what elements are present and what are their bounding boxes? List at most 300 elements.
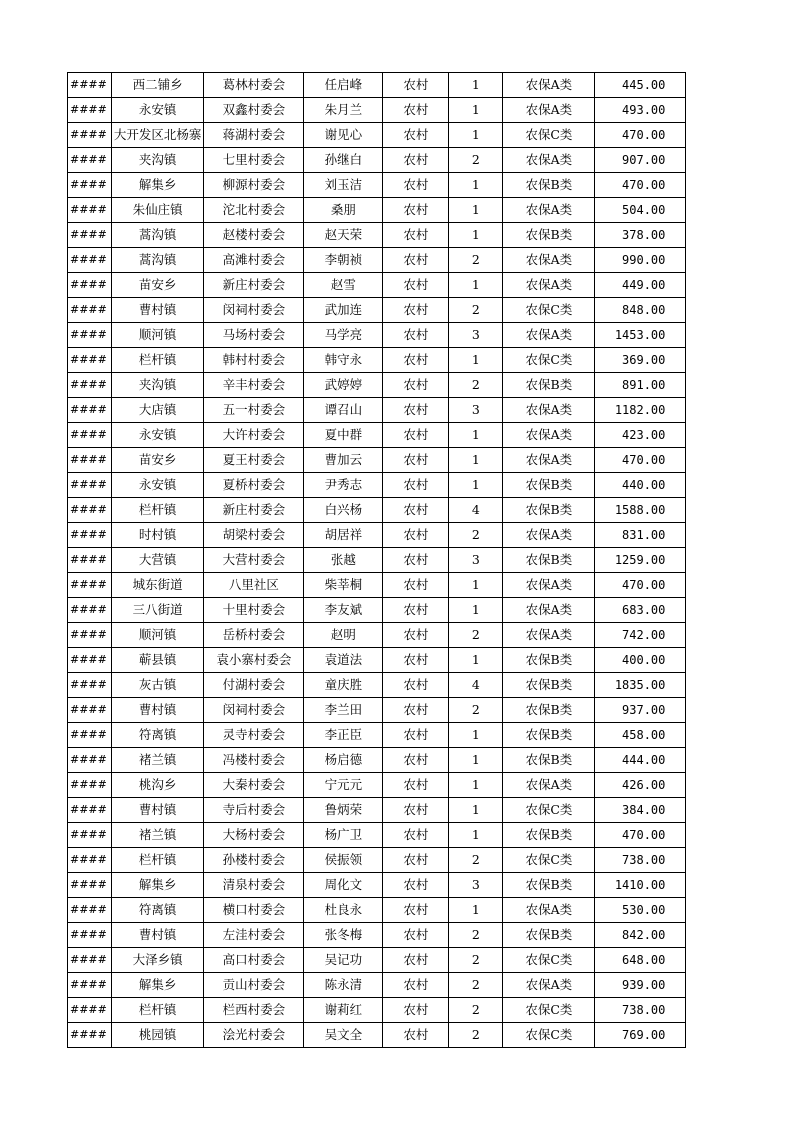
cell-town: 褚兰镇 [111,748,204,773]
cell-type: 农保B类 [503,473,595,498]
cell-amount: 384.00 [595,798,686,823]
cell-id: #### [68,1023,112,1048]
cell-name: 吴文全 [304,1023,383,1048]
cell-area: 农村 [383,298,449,323]
cell-type: 农保A类 [503,898,595,923]
cell-type: 农保B类 [503,173,595,198]
table-row [68,873,686,898]
cell-type: 农保A类 [503,448,595,473]
cell-id: #### [68,248,112,273]
table-row [68,998,686,1023]
cell-village: 袁小寨村委会 [204,648,304,673]
cell-count: 4 [449,673,503,698]
cell-town: 符离镇 [111,723,204,748]
cell-name: 谢见心 [304,123,383,148]
cell-area: 农村 [383,248,449,273]
cell-area: 农村 [383,873,449,898]
table-row [68,348,686,373]
cell-id: #### [68,348,112,373]
cell-count: 2 [449,148,503,173]
cell-type: 农保A类 [503,398,595,423]
cell-type: 农保A类 [503,623,595,648]
cell-name: 朱月兰 [304,98,383,123]
cell-area: 农村 [383,698,449,723]
cell-type: 农保A类 [503,273,595,298]
cell-village: 新庄村委会 [204,498,304,523]
cell-amount: 1588.00 [595,498,686,523]
cell-amount: 1453.00 [595,323,686,348]
table-row [68,198,686,223]
cell-area: 农村 [383,498,449,523]
cell-town: 灰古镇 [111,673,204,698]
cell-count: 1 [449,723,503,748]
cell-amount: 1259.00 [595,548,686,573]
cell-village: 八里社区 [204,573,304,598]
table-row [68,148,686,173]
table-row [68,123,686,148]
cell-village: 高口村委会 [204,948,304,973]
cell-area: 农村 [383,473,449,498]
cell-name: 张越 [304,548,383,573]
table-row [68,573,686,598]
cell-type: 农保B类 [503,648,595,673]
cell-village: 左洼村委会 [204,923,304,948]
cell-area: 农村 [383,948,449,973]
cell-town: 蕲县镇 [111,648,204,673]
cell-count: 2 [449,848,503,873]
cell-village: 大营村委会 [204,548,304,573]
cell-count: 2 [449,973,503,998]
cell-count: 1 [449,448,503,473]
cell-area: 农村 [383,448,449,473]
cell-amount: 458.00 [595,723,686,748]
table-row [68,648,686,673]
cell-area: 农村 [383,748,449,773]
cell-area: 农村 [383,773,449,798]
cell-town: 永安镇 [111,98,204,123]
cell-id: #### [68,473,112,498]
cell-type: 农保A类 [503,198,595,223]
cell-area: 农村 [383,673,449,698]
cell-id: #### [68,148,112,173]
cell-village: 高滩村委会 [204,248,304,273]
cell-village: 大许村委会 [204,423,304,448]
cell-name: 李兰田 [304,698,383,723]
cell-count: 1 [449,473,503,498]
cell-town: 栏杆镇 [111,848,204,873]
table-row [68,98,686,123]
cell-village: 胡梁村委会 [204,523,304,548]
cell-town: 苗安乡 [111,448,204,473]
cell-town: 曹村镇 [111,698,204,723]
cell-type: 农保C类 [503,998,595,1023]
cell-count: 1 [449,73,503,98]
cell-type: 农保C类 [503,123,595,148]
cell-town: 西二铺乡 [111,73,204,98]
cell-village: 栏西村委会 [204,998,304,1023]
cell-count: 2 [449,698,503,723]
cell-name: 袁道法 [304,648,383,673]
cell-type: 农保A类 [503,323,595,348]
cell-town: 解集乡 [111,173,204,198]
cell-type: 农保B类 [503,823,595,848]
cell-name: 鲁炳荣 [304,798,383,823]
cell-town: 永安镇 [111,423,204,448]
cell-name: 李朝祯 [304,248,383,273]
cell-area: 农村 [383,373,449,398]
table-row [68,298,686,323]
cell-amount: 470.00 [595,448,686,473]
cell-name: 杨广卫 [304,823,383,848]
cell-id: #### [68,998,112,1023]
cell-town: 夹沟镇 [111,148,204,173]
table-row [68,773,686,798]
cell-village: 灵寺村委会 [204,723,304,748]
cell-id: #### [68,698,112,723]
cell-area: 农村 [383,398,449,423]
cell-amount: 990.00 [595,248,686,273]
cell-type: 农保C类 [503,1023,595,1048]
cell-name: 曹加云 [304,448,383,473]
table-row [68,73,686,98]
cell-count: 2 [449,248,503,273]
cell-name: 尹秀志 [304,473,383,498]
table-row [68,923,686,948]
cell-type: 农保B类 [503,223,595,248]
table-row [68,723,686,748]
cell-amount: 504.00 [595,198,686,223]
cell-town: 曹村镇 [111,923,204,948]
cell-amount: 683.00 [595,598,686,623]
table-row [68,173,686,198]
cell-town: 三八街道 [111,598,204,623]
cell-count: 1 [449,748,503,773]
cell-name: 韩守永 [304,348,383,373]
cell-id: #### [68,223,112,248]
cell-name: 李友斌 [304,598,383,623]
cell-village: 浍光村委会 [204,1023,304,1048]
cell-village: 韩村村委会 [204,348,304,373]
cell-count: 2 [449,373,503,398]
cell-count: 2 [449,948,503,973]
cell-count: 1 [449,98,503,123]
cell-type: 农保A类 [503,773,595,798]
table-row [68,548,686,573]
cell-town: 大店镇 [111,398,204,423]
table-row [68,398,686,423]
cell-name: 马学亮 [304,323,383,348]
cell-area: 农村 [383,123,449,148]
cell-amount: 470.00 [595,823,686,848]
cell-id: #### [68,398,112,423]
cell-town: 大营镇 [111,548,204,573]
cell-town: 桃园镇 [111,1023,204,1048]
cell-type: 农保C类 [503,848,595,873]
cell-town: 褚兰镇 [111,823,204,848]
cell-village: 寺后村委会 [204,798,304,823]
cell-type: 农保B类 [503,548,595,573]
cell-area: 农村 [383,348,449,373]
cell-amount: 738.00 [595,848,686,873]
cell-id: #### [68,598,112,623]
cell-area: 农村 [383,73,449,98]
cell-amount: 1182.00 [595,398,686,423]
cell-amount: 423.00 [595,423,686,448]
table-row [68,848,686,873]
cell-amount: 769.00 [595,1023,686,1048]
cell-area: 农村 [383,798,449,823]
cell-village: 沱北村委会 [204,198,304,223]
cell-type: 农保B类 [503,873,595,898]
data-table [67,72,686,1048]
cell-area: 农村 [383,223,449,248]
cell-type: 农保A类 [503,248,595,273]
cell-amount: 831.00 [595,523,686,548]
cell-village: 贡山村委会 [204,973,304,998]
cell-amount: 907.00 [595,148,686,173]
cell-area: 农村 [383,723,449,748]
table-row [68,523,686,548]
cell-town: 顺河镇 [111,623,204,648]
cell-type: 农保A类 [503,73,595,98]
cell-town: 栏杆镇 [111,348,204,373]
cell-town: 栏杆镇 [111,998,204,1023]
cell-area: 农村 [383,973,449,998]
cell-town: 符离镇 [111,898,204,923]
cell-count: 1 [449,598,503,623]
cell-name: 杨启德 [304,748,383,773]
table-row [68,948,686,973]
cell-type: 农保B类 [503,748,595,773]
cell-name: 张冬梅 [304,923,383,948]
cell-id: #### [68,923,112,948]
cell-town: 曹村镇 [111,298,204,323]
cell-id: #### [68,823,112,848]
cell-area: 农村 [383,273,449,298]
cell-type: 农保A类 [503,148,595,173]
cell-name: 胡居祥 [304,523,383,548]
cell-id: #### [68,673,112,698]
cell-amount: 400.00 [595,648,686,673]
cell-count: 1 [449,773,503,798]
table-row [68,748,686,773]
cell-count: 1 [449,898,503,923]
cell-name: 侯振领 [304,848,383,873]
table-row [68,623,686,648]
cell-area: 农村 [383,548,449,573]
table-row [68,1023,686,1048]
cell-count: 4 [449,498,503,523]
cell-area: 农村 [383,148,449,173]
cell-area: 农村 [383,573,449,598]
cell-count: 1 [449,223,503,248]
cell-amount: 1835.00 [595,673,686,698]
cell-count: 3 [449,548,503,573]
cell-name: 刘玉洁 [304,173,383,198]
cell-id: #### [68,423,112,448]
cell-count: 1 [449,423,503,448]
cell-count: 2 [449,1023,503,1048]
cell-id: #### [68,123,112,148]
cell-area: 农村 [383,323,449,348]
cell-town: 夹沟镇 [111,373,204,398]
cell-amount: 493.00 [595,98,686,123]
cell-id: #### [68,523,112,548]
cell-amount: 648.00 [595,948,686,973]
cell-amount: 440.00 [595,473,686,498]
cell-village: 岳桥村委会 [204,623,304,648]
cell-name: 柴莘桐 [304,573,383,598]
cell-name: 杜良永 [304,898,383,923]
cell-village: 双鑫村委会 [204,98,304,123]
cell-amount: 470.00 [595,173,686,198]
cell-id: #### [68,73,112,98]
cell-town: 时村镇 [111,523,204,548]
cell-type: 农保C类 [503,348,595,373]
cell-id: #### [68,298,112,323]
cell-id: #### [68,723,112,748]
table-row [68,323,686,348]
cell-type: 农保A类 [503,973,595,998]
cell-town: 顺河镇 [111,323,204,348]
cell-type: 农保A类 [503,523,595,548]
cell-name: 武婷婷 [304,373,383,398]
cell-id: #### [68,973,112,998]
cell-name: 任启峰 [304,73,383,98]
cell-amount: 426.00 [595,773,686,798]
cell-name: 白兴杨 [304,498,383,523]
cell-type: 农保B类 [503,673,595,698]
cell-amount: 445.00 [595,73,686,98]
cell-village: 夏王村委会 [204,448,304,473]
cell-name: 宁元元 [304,773,383,798]
table-row [68,973,686,998]
cell-type: 农保A类 [503,598,595,623]
cell-id: #### [68,198,112,223]
cell-id: #### [68,773,112,798]
cell-village: 新庄村委会 [204,273,304,298]
cell-village: 五一村委会 [204,398,304,423]
cell-amount: 444.00 [595,748,686,773]
cell-id: #### [68,898,112,923]
cell-name: 童庆胜 [304,673,383,698]
cell-name: 吴记功 [304,948,383,973]
cell-area: 农村 [383,198,449,223]
cell-town: 蒿沟镇 [111,248,204,273]
cell-id: #### [68,98,112,123]
cell-type: 农保C类 [503,948,595,973]
cell-village: 孙楼村委会 [204,848,304,873]
cell-village: 冯楼村委会 [204,748,304,773]
cell-area: 农村 [383,98,449,123]
cell-amount: 891.00 [595,373,686,398]
cell-amount: 378.00 [595,223,686,248]
cell-amount: 937.00 [595,698,686,723]
cell-area: 农村 [383,173,449,198]
cell-village: 付湖村委会 [204,673,304,698]
cell-type: 农保C类 [503,798,595,823]
cell-count: 3 [449,398,503,423]
table-row [68,223,686,248]
cell-amount: 738.00 [595,998,686,1023]
cell-count: 2 [449,923,503,948]
cell-village: 十里村委会 [204,598,304,623]
cell-id: #### [68,173,112,198]
cell-amount: 1410.00 [595,873,686,898]
cell-town: 大开发区北杨寨 [111,123,204,148]
cell-type: 农保A类 [503,573,595,598]
cell-village: 闵祠村委会 [204,298,304,323]
cell-count: 1 [449,648,503,673]
table-row [68,598,686,623]
cell-id: #### [68,498,112,523]
cell-id: #### [68,948,112,973]
table-body [68,73,686,1048]
cell-village: 清泉村委会 [204,873,304,898]
cell-area: 农村 [383,923,449,948]
cell-town: 蒿沟镇 [111,223,204,248]
cell-name: 陈永清 [304,973,383,998]
cell-count: 1 [449,123,503,148]
table-row [68,798,686,823]
cell-type: 农保B类 [503,723,595,748]
cell-amount: 449.00 [595,273,686,298]
cell-count: 1 [449,348,503,373]
cell-town: 大泽乡镇 [111,948,204,973]
cell-count: 3 [449,323,503,348]
cell-id: #### [68,273,112,298]
cell-town: 曹村镇 [111,798,204,823]
cell-area: 农村 [383,848,449,873]
table-row [68,898,686,923]
cell-town: 城东街道 [111,573,204,598]
cell-village: 马场村委会 [204,323,304,348]
cell-id: #### [68,873,112,898]
cell-area: 农村 [383,823,449,848]
cell-town: 朱仙庄镇 [111,198,204,223]
cell-village: 大杨村委会 [204,823,304,848]
cell-town: 解集乡 [111,973,204,998]
cell-amount: 369.00 [595,348,686,373]
cell-count: 2 [449,623,503,648]
table-row [68,823,686,848]
table-row [68,373,686,398]
cell-amount: 842.00 [595,923,686,948]
cell-name: 赵雪 [304,273,383,298]
cell-name: 孙继白 [304,148,383,173]
cell-count: 3 [449,873,503,898]
cell-count: 2 [449,998,503,1023]
cell-town: 桃沟乡 [111,773,204,798]
cell-amount: 742.00 [595,623,686,648]
cell-area: 农村 [383,598,449,623]
cell-amount: 530.00 [595,898,686,923]
cell-village: 横口村委会 [204,898,304,923]
cell-village: 蒋湖村委会 [204,123,304,148]
cell-count: 2 [449,298,503,323]
cell-id: #### [68,323,112,348]
cell-name: 桑朋 [304,198,383,223]
cell-name: 赵明 [304,623,383,648]
cell-amount: 470.00 [595,573,686,598]
cell-name: 夏中群 [304,423,383,448]
cell-village: 柳源村委会 [204,173,304,198]
cell-id: #### [68,798,112,823]
cell-id: #### [68,748,112,773]
cell-type: 农保A类 [503,423,595,448]
cell-village: 葛林村委会 [204,73,304,98]
cell-count: 1 [449,198,503,223]
